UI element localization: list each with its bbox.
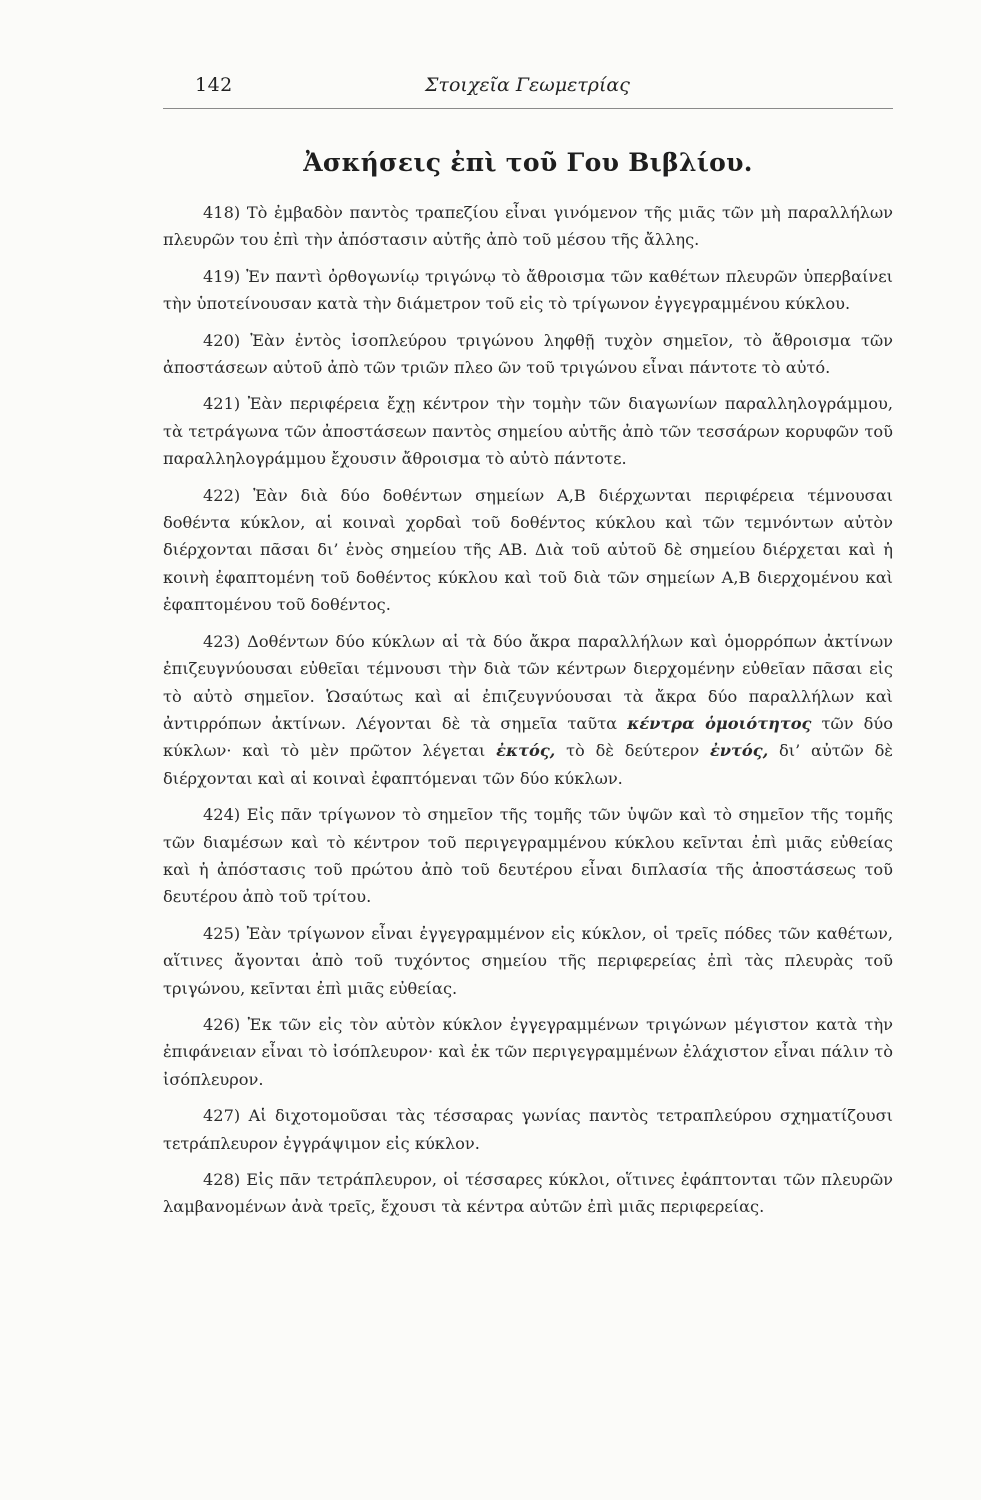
exercise-text: Εἰς πᾶν τετράπλευρον, οἱ τέσσαρες κύκλοι, οἵτινες ἐφάπτονται τῶν πλευρῶν λαμβανομένων ἀνὰ τρεῖς, ἔχουσι τὰ κέντρα αὐτῶν ἐπὶ μιᾶς περιφερείας. xyxy=(163,1170,893,1217)
exercise-423 xyxy=(163,628,893,792)
header-rule xyxy=(163,108,893,109)
section-title: Ἀσκήσεις ἐπὶ τοῦ Γου Βιβλίου. xyxy=(303,148,753,177)
exercise-text: τῶν δύο κύκλων· καὶ τὸ μὲν πρῶτον λέγεται xyxy=(163,713,893,761)
exercise-text: Ἐκ τῶν εἰς τὸν αὐτὸν κύκλον ἐγγεγραμμένων τριγώνων μέγιστον κατὰ τὴν ἐπιφάνειαν εἶναι τὸ ἰσόπλευρον· καὶ ἐκ τῶν περιγεγραμμένων ἐλάχιστον εἶναι πάλιν τὸ ἰσόπλευρον. xyxy=(163,1014,893,1089)
exercise-number: 428) xyxy=(203,1170,241,1189)
exercise-number: 419) xyxy=(203,266,241,286)
exercise-text: τὸ δὲ δεύτερον xyxy=(555,741,710,761)
exercise-text: Ἐὰν διὰ δύο δοθέντων σημείων Α,Β διέρχωνται περιφέρεια τέμνουσαι δοθέντα κύκλον, αἱ κοιναὶ χορδαὶ τοῦ δοθέντος κύκλου καὶ τῶν τεμνόντων αὐτὸν διέρχονται πᾶσαι δι’ ἑνὸς σημείου τῆς ΑΒ. Διὰ τοῦ αὐτοῦ δὲ σημείου διέρχεται καὶ ἡ κοινὴ ἐφαπτομένη τοῦ δοθέντος κύκλου καὶ τοῦ διὰ τῶν σημείων Α,Β διερχομένου καὶ ἐφαπτομένου τοῦ δοθέντος. xyxy=(163,485,893,615)
running-head xyxy=(163,70,893,108)
exercise-number: 426) xyxy=(203,1014,241,1034)
exercise-418 xyxy=(163,199,893,254)
exercise-text: Ἐὰν τρίγωνον εἶναι ἐγγεγραμμένον εἰς κύκλον, οἱ τρεῖς πόδες τῶν καθέτων, αἵτινες ἄγονται ἀπὸ τοῦ τυχόντος σημείου τῆς περιφερείας ἐπὶ τὰς πλευρὰς τοῦ τριγώνου, κεῖνται ἐπὶ μιᾶς εὐθείας. xyxy=(163,923,893,998)
exercise-number: 420) xyxy=(203,330,241,350)
exercise-426 xyxy=(163,1011,893,1093)
term-centers-of-similarity: κέντρα ὁμοιότητος xyxy=(627,713,812,733)
running-title: Στοιχεῖα Γεωμετρίας xyxy=(425,74,630,96)
term-external: ἐκτός, xyxy=(496,741,556,761)
term-internal: ἐντός, xyxy=(709,741,769,761)
book-page xyxy=(163,70,893,1230)
exercise-text: Δοθέντων δύο κύκλων αἱ τὰ δύο ἄκρα παραλλήλων καὶ ὁμορρόπων ἀκτίνων ἐπιζευγνύουσαι εὐθεῖαι τέμνουσι τὴν διὰ τῶν κέντρων διερχομένην εὐθεῖαν πᾶσαι εἰς τὸ αὐτὸ σημεῖον. Ὡσαύτως καὶ αἱ ἐπιζευγνύουσαι τὰ ἄκρα δύο παραλλήλων καὶ ἀντιρρόπων ἀκτίνων. Λέγονται δὲ τὰ σημεῖα ταῦτα xyxy=(163,631,893,733)
exercise-text: Ἐὰν ἐντὸς ἰσοπλεύρου τριγώνου ληφθῇ τυχὸν σημεῖον, τὸ ἄθροισμα τῶν ἀποστάσεων αὐτοῦ ἀπὸ τῶν τριῶν πλεο ῶν τοῦ τριγώνου εἶναι πάντοτε τὸ αὐτό. xyxy=(163,330,893,378)
exercise-text: Εἰς πᾶν τρίγωνον τὸ σημεῖον τῆς τομῆς τῶν ὑψῶν καὶ τὸ σημεῖον τῆς τομῆς τῶν διαμέσων καὶ τὸ κέντρον τοῦ περιγεγραμμένου κύκλου κεῖνται ἐπὶ μιᾶς εὐθείας καὶ ἡ ἀπόστασις τοῦ πρώτου ἀπὸ τοῦ δευτέρου εἶναι διπλασία τῆς ἀποστάσεως τοῦ δευτέρου ἀπὸ τοῦ τρίτου. xyxy=(163,805,893,907)
exercise-text: Αἱ διχοτομοῦσαι τὰς τέσσαρας γωνίας παντὸς τετραπλεύρου σχηματίζουσι τετράπλευρον ἐγγράψιμον εἰς κύκλον. xyxy=(163,1106,893,1153)
exercise-number: 421) xyxy=(203,394,241,414)
exercise-419 xyxy=(163,263,893,318)
exercise-number: 423) xyxy=(203,631,241,651)
exercise-text: Ἐὰν περιφέρεια ἔχῃ κέντρον τὴν τομὴν τῶν διαγωνίων παραλληλογράμμου, τὰ τετράγωνα τῶν ἀποστάσεων παντὸς σημείου αὐτῆς ἀπὸ τῶν τεσσάρων κορυφῶν τοῦ παραλληλογράμμου ἔχουσιν ἄθροισμα τὸ αὐτὸ πάντοτε. xyxy=(163,394,893,469)
exercise-text: δι’ αὐτῶν δὲ διέρχονται καὶ αἱ κοιναὶ ἐφαπτόμεναι τῶν δύο κύκλων. xyxy=(163,741,893,788)
page-number: 142 xyxy=(195,74,233,96)
exercise-number: 427) xyxy=(203,1106,241,1126)
exercise-number: 424) xyxy=(203,805,241,825)
exercise-424 xyxy=(163,801,893,911)
exercise-420 xyxy=(163,327,893,382)
exercise-427 xyxy=(163,1102,893,1157)
exercise-422 xyxy=(163,482,893,619)
exercise-text: Ἐν παντὶ ὀρθογωνίῳ τριγώνῳ τὸ ἄθροισμα τῶν καθέτων πλευρῶν ὑπερβαίνει τὴν ὑποτείνουσαν κατὰ τὴν διάμετρον τοῦ εἰς τὸ τρίγωνον ἐγγεγραμμένου κύκλου. xyxy=(163,266,893,314)
exercise-number: 422) xyxy=(203,485,241,505)
exercise-421 xyxy=(163,390,893,472)
exercise-text: Τὸ ἐμβαδὸν παντὸς τραπεζίου εἶναι γινόμενον τῆς μιᾶς τῶν μὴ παραλλήλων πλευρῶν του ἐπὶ τὴν ἀπόστασιν αὐτῆς ἀπὸ τοῦ μέσου τῆς ἄλλης. xyxy=(163,203,893,250)
exercise-number: 425) xyxy=(203,923,241,943)
exercise-number: 418) xyxy=(203,203,241,222)
exercise-428 xyxy=(163,1166,893,1221)
exercise-425 xyxy=(163,920,893,1002)
